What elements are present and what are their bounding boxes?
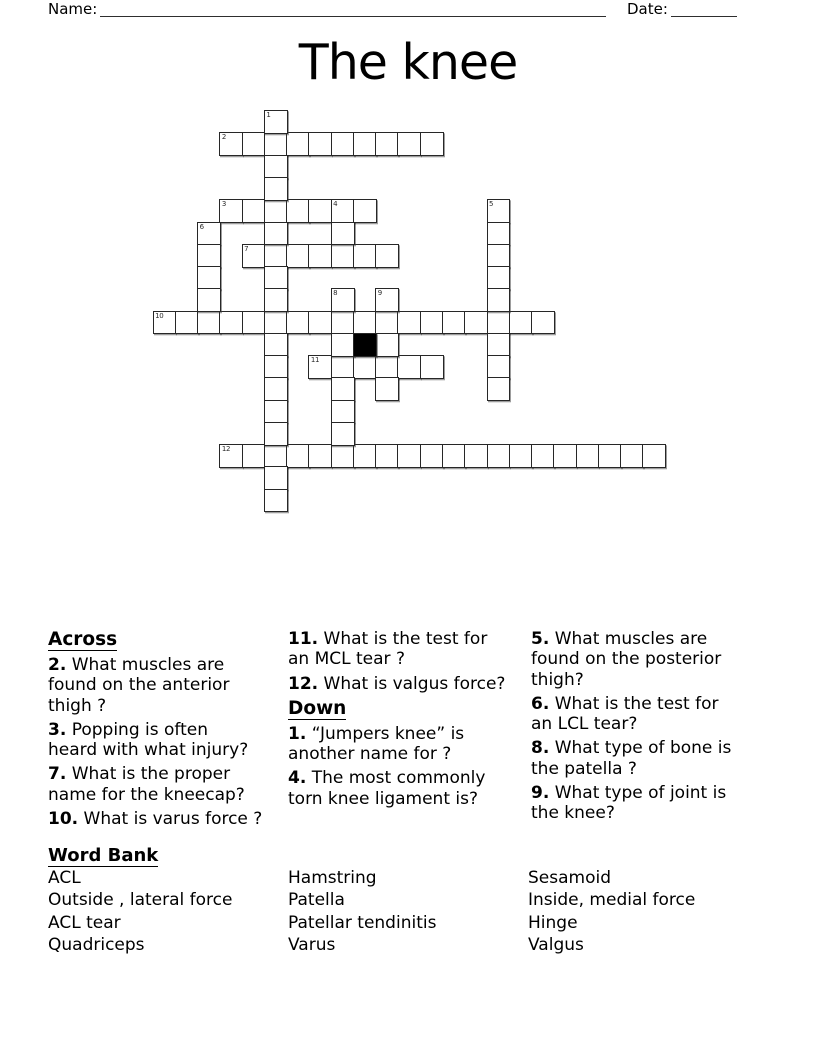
grid-cell[interactable] bbox=[264, 155, 288, 179]
cell-number: 5 bbox=[489, 200, 494, 209]
grid-cell[interactable] bbox=[286, 244, 310, 268]
grid-cell[interactable] bbox=[286, 132, 310, 156]
grid-cell[interactable] bbox=[308, 244, 332, 268]
clue-down-5: 5. What muscles are found on the posterior thigh? bbox=[531, 629, 722, 690]
grid-cell[interactable] bbox=[531, 444, 555, 468]
grid-cell[interactable] bbox=[197, 288, 221, 312]
grid-cell[interactable] bbox=[286, 444, 310, 468]
grid-cell[interactable] bbox=[286, 311, 310, 335]
grid-cell[interactable] bbox=[576, 444, 600, 468]
grid-cell[interactable] bbox=[219, 311, 243, 335]
clue-across-10: 10. What is varus force ? bbox=[48, 809, 263, 830]
word-bank-item: Hamstring bbox=[288, 868, 377, 888]
grid-cell[interactable] bbox=[487, 311, 511, 335]
grid-cell[interactable] bbox=[264, 288, 288, 312]
grid-cell[interactable] bbox=[487, 333, 511, 357]
black-cell bbox=[353, 333, 377, 357]
grid-cell[interactable] bbox=[353, 132, 377, 156]
word-bank-column-1 bbox=[48, 867, 232, 957]
grid-cell[interactable] bbox=[264, 333, 288, 357]
grid-cell[interactable] bbox=[308, 444, 332, 468]
grid-cell[interactable] bbox=[264, 377, 288, 401]
grid-cell[interactable] bbox=[264, 355, 288, 379]
clue-across-3: 3. Popping is often heard with what injury? bbox=[48, 719, 249, 761]
grid-cell[interactable] bbox=[487, 199, 511, 223]
grid-cell[interactable] bbox=[487, 244, 511, 268]
cell-number: 4 bbox=[333, 200, 338, 209]
clue-across-7: 7. What is the proper name for the kneecap? bbox=[48, 764, 245, 805]
clue-number: 12. bbox=[288, 673, 319, 694]
grid-cell[interactable] bbox=[487, 288, 511, 312]
grid-cell[interactable] bbox=[397, 444, 421, 468]
grid-cell[interactable] bbox=[197, 311, 221, 335]
grid-cell[interactable] bbox=[264, 311, 288, 335]
clue-number: 5. bbox=[531, 629, 550, 649]
clue-number: 1. bbox=[288, 723, 307, 744]
clue-number: 2. bbox=[48, 655, 67, 675]
grid-cell[interactable] bbox=[397, 311, 421, 335]
grid-cell[interactable] bbox=[242, 244, 266, 268]
grid-cell[interactable] bbox=[375, 377, 399, 401]
grid-cell[interactable] bbox=[175, 311, 199, 335]
grid-cell[interactable] bbox=[375, 132, 399, 156]
grid-cell[interactable] bbox=[509, 311, 533, 335]
grid-cell[interactable] bbox=[642, 444, 666, 468]
worksheet-title: The knee bbox=[298, 34, 518, 91]
cell-number: 1 bbox=[266, 111, 271, 120]
word-bank-item: Sesamoid bbox=[528, 868, 611, 888]
word-bank-heading: Word Bank bbox=[48, 845, 159, 866]
grid-cell[interactable] bbox=[331, 132, 355, 156]
grid-cell[interactable] bbox=[420, 311, 444, 335]
clue-across-12: 12. What is valgus force? bbox=[288, 673, 506, 694]
cell-number: 11 bbox=[310, 356, 320, 365]
grid-cell[interactable] bbox=[264, 199, 288, 223]
grid-cell[interactable] bbox=[375, 333, 399, 357]
word-bank-column-2 bbox=[288, 867, 436, 957]
grid-cell[interactable] bbox=[397, 132, 421, 156]
grid-cell[interactable] bbox=[531, 311, 555, 335]
grid-cell[interactable] bbox=[420, 355, 444, 379]
word-bank-item: Patella bbox=[288, 890, 345, 911]
clue-down-1: 1. “Jumpers knee” is another name for ? bbox=[288, 723, 465, 765]
grid-cell[interactable] bbox=[219, 444, 243, 468]
cell-number: 10 bbox=[155, 311, 164, 320]
grid-cell[interactable] bbox=[331, 244, 355, 268]
cell-number: 6 bbox=[199, 222, 204, 231]
clue-down-4: 4. The most commonly torn knee ligament is? bbox=[288, 768, 486, 809]
grid-cell[interactable] bbox=[286, 199, 310, 223]
grid-cell[interactable] bbox=[264, 110, 288, 134]
grid-cell[interactable] bbox=[353, 244, 377, 268]
grid-cell[interactable] bbox=[487, 222, 511, 246]
cell-number: 12 bbox=[221, 445, 231, 454]
grid-cell[interactable] bbox=[308, 199, 332, 223]
grid-cell[interactable] bbox=[375, 244, 399, 268]
clue-number: 10. bbox=[48, 809, 79, 830]
grid-cell[interactable] bbox=[487, 377, 511, 401]
grid-cell[interactable] bbox=[331, 199, 355, 223]
grid-cell[interactable] bbox=[620, 444, 644, 468]
grid-cell[interactable] bbox=[375, 311, 399, 335]
clue-down-9: 9. What type of joint is the knee? bbox=[531, 783, 727, 824]
grid-cell[interactable] bbox=[153, 311, 177, 335]
grid-cell[interactable] bbox=[331, 222, 355, 246]
grid-cell[interactable] bbox=[197, 244, 221, 268]
clue-number: 11. bbox=[288, 629, 319, 649]
grid-cell[interactable] bbox=[264, 422, 288, 446]
grid-cell[interactable] bbox=[509, 444, 533, 468]
word-bank-item: Hinge bbox=[528, 912, 578, 933]
word-bank-column-3 bbox=[528, 867, 695, 957]
grid-cell[interactable] bbox=[308, 132, 332, 156]
grid-cell[interactable] bbox=[264, 489, 288, 513]
grid-cell[interactable] bbox=[487, 266, 511, 290]
word-bank-item: Inside, medial force bbox=[528, 890, 696, 911]
down-heading: Down bbox=[288, 697, 347, 719]
grid-cell[interactable] bbox=[331, 355, 355, 379]
word-bank-item: Varus bbox=[288, 935, 336, 956]
word-bank-item: Outside , lateral force bbox=[48, 890, 233, 911]
word-bank-section bbox=[48, 845, 158, 867]
grid-cell[interactable] bbox=[331, 333, 355, 357]
clue-number: 8. bbox=[531, 738, 550, 759]
word-bank-item: ACL bbox=[48, 868, 81, 888]
grid-cell[interactable] bbox=[242, 132, 266, 156]
grid-cell[interactable] bbox=[242, 444, 266, 468]
clue-number: 9. bbox=[531, 783, 550, 804]
grid-cell[interactable] bbox=[331, 288, 355, 312]
grid-cell[interactable] bbox=[264, 400, 288, 424]
grid-cell[interactable] bbox=[420, 132, 444, 156]
clue-across-2: 2. What muscles are found on the anterior thigh ? bbox=[48, 655, 230, 716]
grid-cell[interactable] bbox=[308, 355, 332, 379]
grid-cell[interactable] bbox=[442, 311, 466, 335]
grid-cell[interactable] bbox=[264, 244, 288, 268]
clue-across-11: 11. What is the test for an MCL tear ? bbox=[288, 629, 488, 670]
clue-down-8: 8. What type of bone is the patella ? bbox=[531, 738, 732, 779]
grid-cell[interactable] bbox=[375, 355, 399, 379]
grid-cell[interactable] bbox=[264, 222, 288, 246]
grid-cell[interactable] bbox=[375, 288, 399, 312]
grid-cell[interactable] bbox=[219, 199, 243, 223]
grid-cell[interactable] bbox=[264, 132, 288, 156]
clue-column-2 bbox=[288, 629, 528, 813]
grid-cell[interactable] bbox=[331, 444, 355, 468]
name-label: Name: bbox=[48, 0, 98, 18]
grid-cell[interactable] bbox=[264, 444, 288, 468]
grid-cell[interactable] bbox=[264, 266, 288, 290]
grid-cell[interactable] bbox=[442, 444, 466, 468]
grid-cell[interactable] bbox=[331, 422, 355, 446]
cell-number: 8 bbox=[333, 289, 338, 298]
word-bank-item: Quadriceps bbox=[48, 935, 145, 956]
grid-cell[interactable] bbox=[353, 444, 377, 468]
word-bank-item: Valgus bbox=[528, 935, 584, 956]
grid-cell[interactable] bbox=[487, 355, 511, 379]
grid-cell[interactable] bbox=[197, 266, 221, 290]
grid-cell[interactable] bbox=[598, 444, 622, 468]
cell-number: 3 bbox=[221, 200, 227, 209]
across-heading: Across bbox=[48, 629, 118, 650]
clue-down-6: 6. What is the test for an LCL tear? bbox=[531, 693, 719, 735]
clue-number: 7. bbox=[48, 764, 67, 785]
clue-number: 3. bbox=[48, 719, 67, 740]
grid-cell[interactable] bbox=[487, 444, 511, 468]
word-bank-item: Patellar tendinitis bbox=[288, 912, 437, 933]
grid-cell[interactable] bbox=[331, 400, 355, 424]
cell-number: 7 bbox=[244, 244, 249, 253]
cell-number: 9 bbox=[377, 289, 382, 298]
grid-cell[interactable] bbox=[264, 177, 288, 201]
clue-column-3 bbox=[531, 629, 771, 828]
grid-cell[interactable] bbox=[308, 311, 332, 335]
date-label: Date: bbox=[627, 0, 668, 18]
grid-cell[interactable] bbox=[420, 444, 444, 468]
grid-cell[interactable] bbox=[397, 355, 421, 379]
grid-cell[interactable] bbox=[242, 311, 266, 335]
grid-cell[interactable] bbox=[353, 355, 377, 379]
cell-number: 2 bbox=[221, 133, 227, 142]
grid-cell[interactable] bbox=[331, 377, 355, 401]
grid-cell[interactable] bbox=[242, 199, 266, 223]
grid-cell[interactable] bbox=[331, 311, 355, 335]
grid-cell[interactable] bbox=[353, 311, 377, 335]
grid-cell[interactable] bbox=[553, 444, 577, 468]
clue-column-1 bbox=[48, 629, 270, 833]
grid-cell[interactable] bbox=[197, 222, 221, 246]
clue-number: 4. bbox=[288, 768, 307, 789]
grid-cell[interactable] bbox=[353, 199, 377, 223]
grid-cell[interactable] bbox=[375, 444, 399, 468]
grid-cell[interactable] bbox=[464, 311, 488, 335]
clue-number: 6. bbox=[531, 693, 550, 714]
word-bank-item: ACL tear bbox=[48, 912, 121, 933]
grid-cell[interactable] bbox=[219, 132, 243, 156]
grid-cell[interactable] bbox=[264, 466, 288, 490]
grid-cell[interactable] bbox=[464, 444, 488, 468]
